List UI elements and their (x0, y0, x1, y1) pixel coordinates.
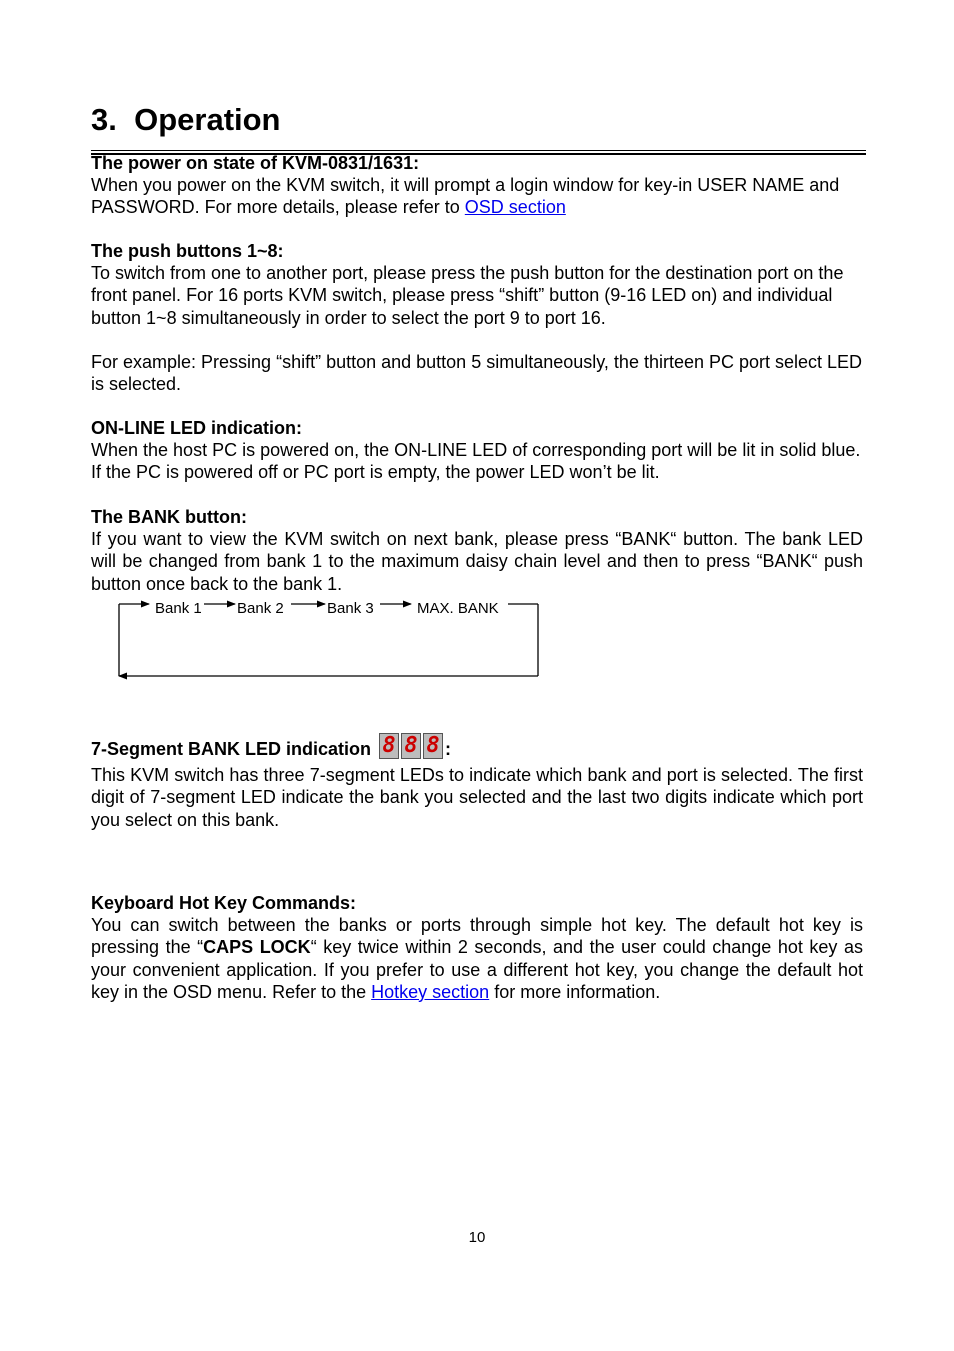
push-buttons-text: To switch from one to another port, please press the push button for the destination port on the front panel. For 16 ports KVM switch, please press “shift” button (9-16 LED on) and individual button 1~8 simultaneously in order to select the port 9 to port 16. (91, 263, 844, 328)
bank2-label: Bank 2 (237, 600, 284, 617)
power-on-text: When you power on the KVM switch, it will prompt a login window for key-in USER NAME and PASSWORD. For more details, please refer to OSD section (91, 175, 840, 218)
online-led-text: When the host PC is powered on, the ON-LINE LED of corresponding port will be lit in solid blue. If the PC is powered off or PC port is empty, the power LED won’t be lit. (91, 440, 861, 483)
seven-segment-heading: 7-Segment BANK LED indication 8 8 8 : (91, 733, 863, 764)
hotkey-text: You can switch between the banks or ports through simple hot key. The default hot key is pressing the “CAPS LOCK“ key twice within 2 seconds, and the user could change hot key as your convenient application. If you prefer to use a different hot key, you change the default hot key in the OSD menu. Refer to the Hotkey section for more information. (91, 915, 863, 1002)
seven-segment-section (91, 733, 863, 831)
bank3-label: Bank 3 (327, 600, 374, 617)
osd-section-link[interactable]: OSD section (464, 197, 566, 218)
push-buttons-heading: The push buttons 1~8: (91, 241, 284, 261)
page-number: 10 (468, 1229, 486, 1246)
hotkey-section (91, 892, 863, 1003)
online-led-section (91, 417, 863, 484)
power-on-heading: The power on state of KVM-0831/1631: (91, 153, 420, 173)
seven-segment-led-icon: 8 8 8 (379, 733, 445, 764)
bank-button-section (91, 506, 863, 595)
bank-cycle-diagram (115, 596, 545, 684)
title-rule-thin (91, 150, 866, 151)
power-on-section (91, 152, 863, 219)
page-title (91, 100, 281, 140)
hotkey-heading: Keyboard Hot Key Commands: (91, 893, 357, 913)
online-led-heading: ON-LINE LED indication: (91, 418, 302, 438)
max-bank-label: MAX. BANK (417, 600, 499, 617)
push-buttons-example: For example: Pressing “shift” button and button 5 simultaneously, the thirteen PC port select LED is selected. (91, 352, 863, 395)
bank-button-text: If you want to view the KVM switch on next bank, please press “BANK“ button. The bank LED will be changed from bank 1 to the maximum daisy chain level and then to press “BANK“ push button once back to the bank 1. (91, 529, 863, 594)
example-section (91, 351, 863, 395)
hotkey-section-link[interactable]: Hotkey section (371, 981, 490, 1002)
bank1-label: Bank 1 (155, 600, 202, 617)
seven-segment-text: This KVM switch has three 7-segment LEDs to indicate which bank and port is selected. The first digit of 7-segment LED indicate the bank you selected and the last two digits indicate which port you select on this bank. (91, 765, 863, 830)
caps-lock-key: CAPS LOCK (203, 937, 311, 958)
section-title: Operation (134, 102, 281, 137)
push-buttons-section (91, 240, 863, 329)
section-number: 3. (91, 102, 117, 137)
bank-button-heading: The BANK button: (91, 507, 247, 527)
